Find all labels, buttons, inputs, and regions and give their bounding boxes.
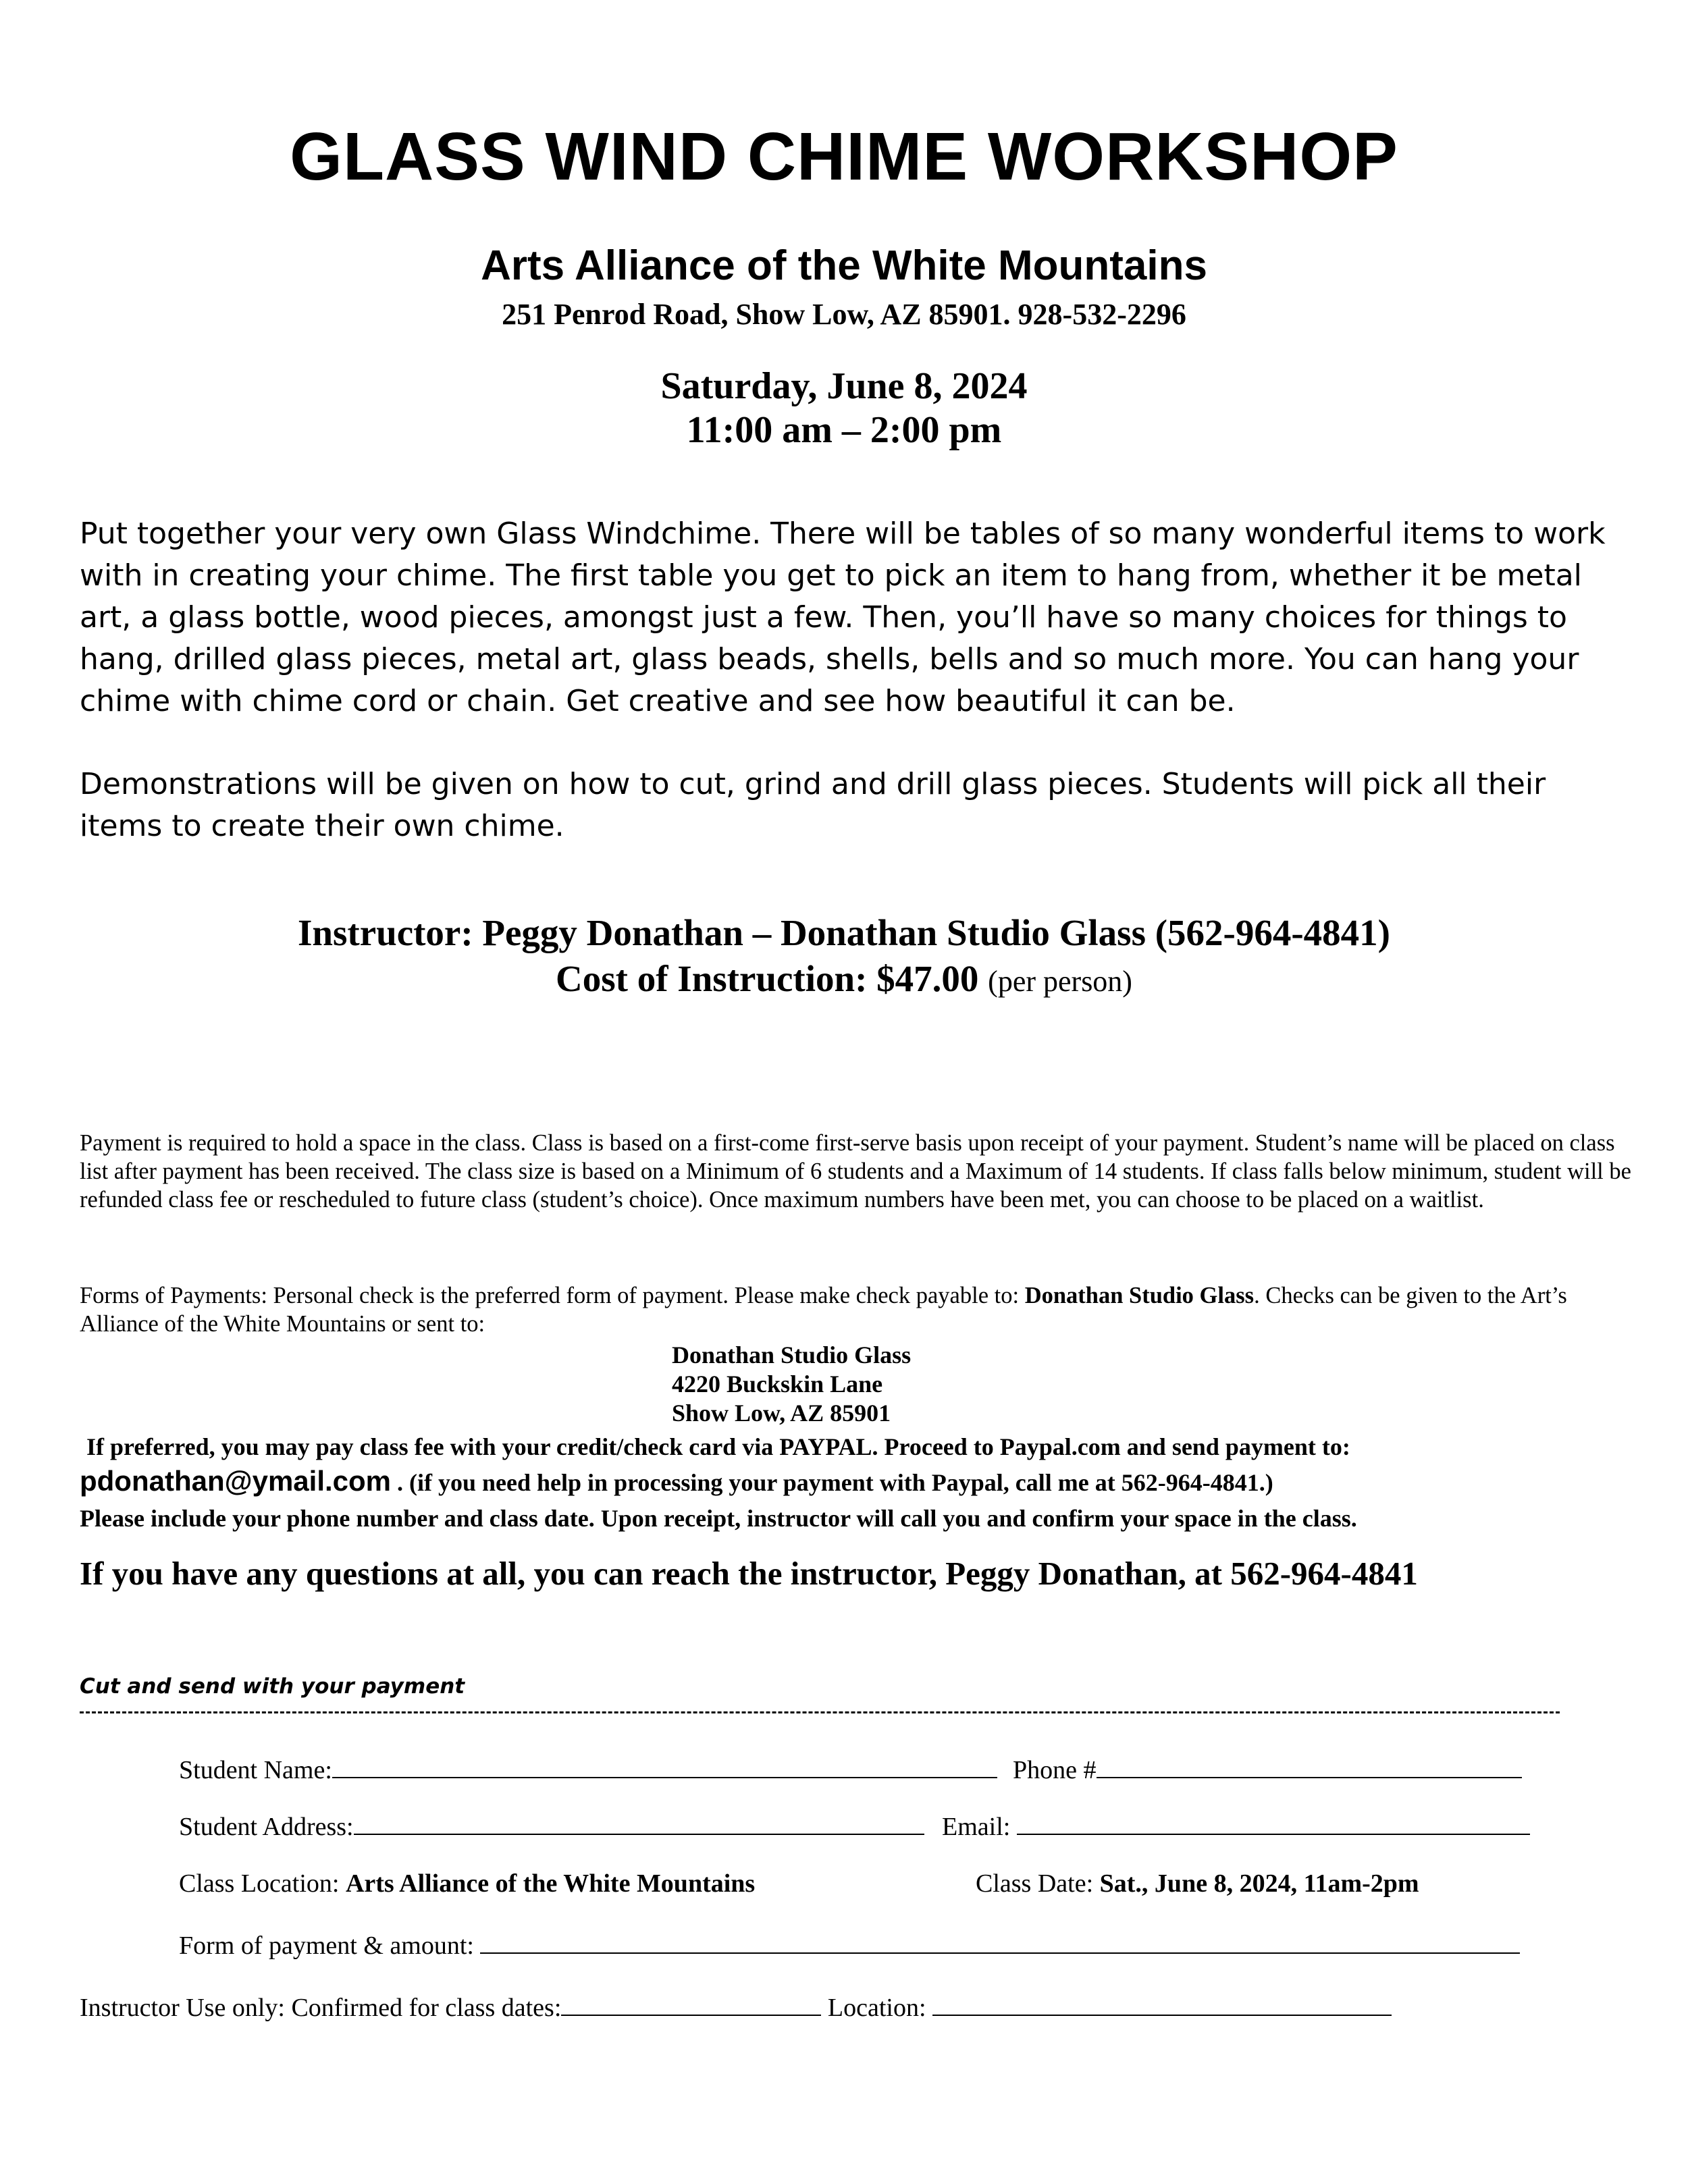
paypal-email[interactable]: pdonathan@ymail.com [80,1465,392,1497]
questions-line: If you have any questions at all, you can reach the instructor, Peggy Donathan, at 562-964-4841 [80,1555,1418,1592]
organization-name: Arts Alliance of the White Mountains [481,242,1207,289]
payment-amount-row [179,1931,1520,1961]
cut-note: Cut and send with your payment [80,1674,465,1699]
cost-note: (per person) [988,965,1132,998]
payment-forms [80,1281,1633,1338]
include-info-line: Please include your phone number and class date. Upon receipt, instructor will call you and confirm your space in the class. [80,1505,1357,1532]
class-date-row [976,1869,1419,1898]
email-label: Email: [942,1813,1011,1841]
email-row [942,1812,1530,1842]
confirmed-dates-field[interactable] [561,1994,821,2016]
instructor-line: Instructor: Peggy Donathan – Donathan Studio Glass (562-964-4841) [297,912,1390,953]
class-location-row [179,1869,755,1898]
event-time: 11:00 am – 2:00 pm [686,409,1002,451]
class-date-value: Sat., June 8, 2024, 11am-2pm [1099,1869,1419,1898]
student-name-label: Student Name: [179,1756,332,1784]
phone-label: Phone # [1013,1756,1097,1784]
location-label: Location: [827,1994,926,2022]
paypal-instructions: If preferred, you may pay class fee with your credit/check card via PAYPAL. Proceed to Paypal.com and send payment to: [86,1433,1350,1460]
student-name-field[interactable] [332,1757,997,1778]
mail-name: Donathan Studio Glass [672,1341,912,1368]
mail-street: 4220 Buckskin Lane [672,1370,883,1397]
student-address-label: Student Address: [179,1813,354,1841]
email-field[interactable] [1017,1813,1530,1835]
event-date: Saturday, June 8, 2024 [660,365,1028,407]
cost-label: Cost of Instruction: $47.00 [556,958,979,999]
description-paragraph: Put together your very own Glass Windchime. There will be tables of so many wonderful items to work with in creating your chime. The first table you get to pick an item to hang from, whether it be metal art, a glass bottle, wood pieces, amongst just a few. Then, you’ll have so many choices for things to hang, drilled glass pieces, metal art, glass beads, shells, bells and so much more. You can hang your chime with chime cord or chain. Get creative and see how beautiful it can be. [80,516,1606,718]
paypal-email-line [80,1465,1273,1497]
payment-amount-field[interactable] [480,1932,1520,1954]
demonstration-paragraph: Demonstrations will be given on how to cut, grind and drill glass pieces. Students will pick all their items to create their own chime. [80,767,1546,843]
paypal-help-note: . (if you need help in processing your payment with Paypal, call me at 562-964-4841.) [391,1469,1273,1496]
payment-forms-outro: . Checks can be given to the Art’s Alliance of the White Mountains or sent to: [80,1283,1567,1337]
location-field[interactable] [932,1994,1392,2016]
payment-policy: Payment is required to hold a space in the class. Class is based on a first-come first-serve basis upon receipt of your payment. Student’s name will be placed on class list after payment has been received. The class size is based on a Minimum of 6 students and a Maximum of 14 students. If class falls below minimum, student will be refunded class fee or rescheduled to future class (student’s choice). Once maximum numbers have been met, you can choose to be placed on a waitlist. [80,1130,1631,1213]
instructor-use-label: Instructor Use only: Confirmed for class dates: [80,1994,562,2022]
class-date-label: Class Date: [976,1869,1094,1898]
phone-field[interactable] [1097,1757,1522,1778]
student-address-field[interactable] [354,1813,924,1835]
payee-name: Donathan Studio Glass [1024,1283,1255,1308]
cut-line [80,1711,1560,1713]
page-title: GLASS WIND CHIME WORKSHOP [290,119,1398,194]
student-address-row [179,1812,924,1842]
instructor-use-row [80,1993,1392,2023]
mail-city: Show Low, AZ 85901 [672,1400,891,1427]
cost-line [0,957,1688,1000]
student-name-row [179,1755,997,1785]
class-location-value: Arts Alliance of the White Mountains [345,1869,756,1898]
class-location-label: Class Location: [179,1869,340,1898]
payment-forms-intro: Forms of Payments: Personal check is the preferred form of payment. Please make check payable to: [80,1283,1020,1308]
phone-row [1013,1755,1522,1785]
payment-amount-label: Form of payment & amount: [179,1932,474,1960]
organization-address: 251 Penrod Road, Show Low, AZ 85901. 928-532-2296 [502,298,1186,331]
